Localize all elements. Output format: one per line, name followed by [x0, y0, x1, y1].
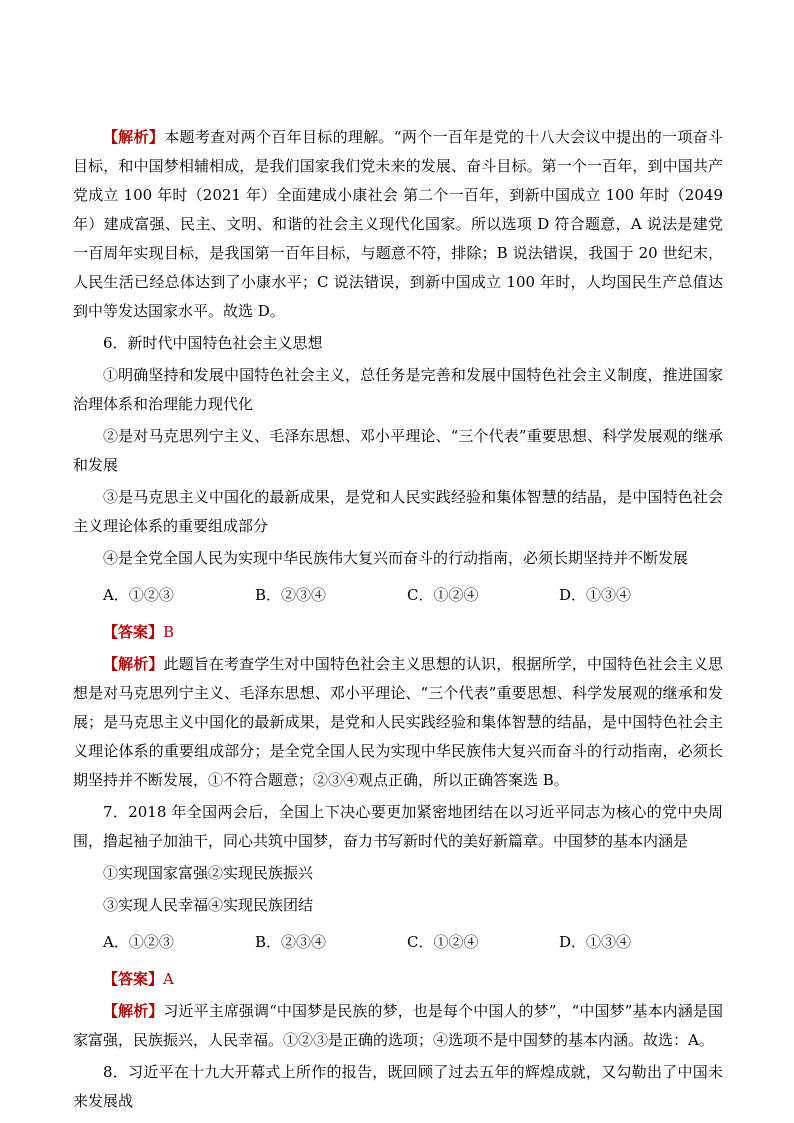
answer-choices — [73, 928, 723, 957]
analysis-tag: 【解析】 — [103, 655, 164, 673]
q7-analysis — [73, 997, 723, 1055]
answer-tag: 【答案】 — [103, 970, 164, 988]
q5-analysis — [73, 123, 723, 326]
question-stem: 7．2018 年全国两会后，全国上下决心要更加紧密地团结在以习近平同志为核心的党中央周围，撸起袖子加油干，同心共筑中国梦，奋力书写新时代的美好新篇章。中国梦的基本内涵是 — [73, 803, 723, 850]
analysis-text: 本题考查对两个百年目标的理解。“两个一百年是党的十八大会议中提出的一项奋斗目标，和中国梦相辅相成，是我们国家我们党未来的发展、奋斗目标。第一个一百年，到中国共产党成立 100 年时（2021 年）全面建成小康社会 第二个一百年，到新中国成立 100 年时（2049 年）建成富强、民主、文明、和谐的社会主义现代化国家。所以选项 D 符合题意，A 说法是建党一百周年实现目标，是我国第一百年目标，与题意不符，排除；B 说法错误，我国于 20 世纪末，人民生活已经总体达到了小康水平；C 说法错误，到新中国成立 100 年时，人均国民生产总值达到中等发达国家水平。故选 D。 — [73, 128, 723, 320]
choice-b: B．②③④ — [255, 933, 327, 951]
statement-item: ②是对马克思列宁主义、毛泽东思想、邓小平理论、“三个代表”重要思想、科学发展观的继承和发展 — [73, 427, 723, 474]
choice-c: C．①②④ — [407, 933, 479, 951]
analysis-text: 此题旨在考查学生对中国特色社会主义思想的认识，根据所学，中国特色社会主义思想是对马克思列宁主义、毛泽东思想、邓小平理论、“三个代表”重要思想、科学发展观的继承和发展；是马克思主义中国化的最新成果，是党和人民实践经验和集体智慧的结晶，是中国特色社会主义理论体系的重要组成部分；是全党全国人民为实现中华民族伟大复兴而奋斗的行动指南，必须长期坚持并不断发展，①不符合题意；②③④观点正确，所以正确答案选 B。 — [73, 655, 723, 789]
statement-item: ③实现人民幸福④实现民族团结 — [103, 896, 314, 914]
question-stem: 6．新时代中国特色社会主义思想 — [103, 334, 323, 352]
statement-item: ③是马克思主义中国化的最新成果，是党和人民实践经验和集体智慧的结晶，是中国特色社会主义理论体系的重要组成部分 — [73, 488, 723, 535]
answer-choices — [73, 581, 723, 610]
q6-analysis — [73, 650, 723, 795]
answer-line — [73, 618, 723, 647]
choice-d: D．①③④ — [559, 586, 632, 604]
analysis-text: 习近平主席强调“中国梦是民族的梦，也是每个中国人的梦”，“中国梦”基本内涵是国家富强，民族振兴，人民幸福。①②③是正确的选项；④选项不是中国梦的基本内涵。故选：A。 — [73, 1002, 723, 1049]
analysis-tag: 【解析】 — [103, 1002, 164, 1020]
choice-a: A．①②③ — [103, 933, 174, 951]
statement-item: ①实现国家富强②实现民族振兴 — [103, 864, 314, 882]
document-body — [73, 123, 723, 1116]
choice-b: B．②③④ — [255, 586, 327, 604]
analysis-tag: 【解析】 — [103, 128, 165, 146]
answer-tag: 【答案】 — [103, 623, 164, 641]
statement-item: ①明确坚持和发展中国特色社会主义，总任务是完善和发展中国特色社会主义制度，推进国家治理体系和治理能力现代化 — [73, 366, 723, 413]
choice-d: D．①③④ — [559, 933, 632, 951]
question-stem: 8．习近平在十九大开幕式上所作的报告，既回顾了过去五年的辉煌成就，又勾勒出了中国未来发展战 — [73, 1063, 723, 1110]
choice-a: A．①②③ — [103, 586, 174, 604]
answer-value: B — [163, 623, 175, 641]
statement-item: ④是全党全国人民为实现中华民族伟大复兴而奋斗的行动指南，必须长期坚持并不断发展 — [103, 549, 689, 567]
answer-line — [73, 965, 723, 994]
answer-value: A — [163, 970, 174, 988]
choice-c: C．①②④ — [407, 586, 479, 604]
